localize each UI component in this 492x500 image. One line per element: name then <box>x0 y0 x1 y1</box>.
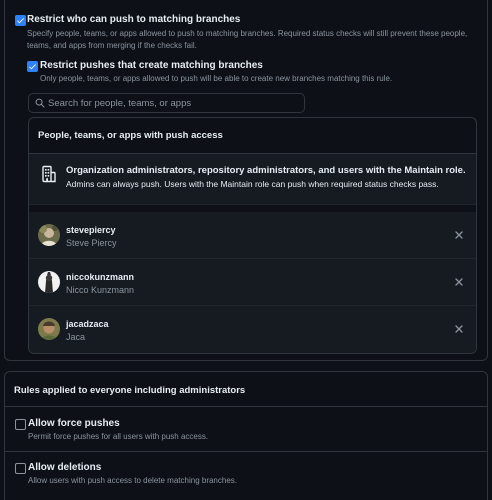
divider <box>5 451 487 452</box>
search-input[interactable] <box>48 95 298 111</box>
force-push-description: Permit force pushes for all users with push access. <box>28 432 209 441</box>
admin-rules-title: Rules applied to everyone including administrators <box>14 385 246 396</box>
check-icon <box>16 16 25 25</box>
username: stevepiercy <box>66 225 116 235</box>
push-access-header <box>29 118 476 154</box>
username: jacadzaca <box>66 319 109 329</box>
close-icon[interactable] <box>454 230 464 240</box>
user-row <box>29 212 476 259</box>
force-push-label[interactable]: Allow force pushes <box>28 418 120 429</box>
user-row <box>29 306 476 353</box>
push-access-title: People, teams, or apps with push access <box>38 130 223 141</box>
admin-rules-section <box>4 371 488 500</box>
org-admins-row <box>29 154 476 205</box>
force-push-checkbox[interactable] <box>15 419 26 430</box>
user-row <box>29 259 476 306</box>
username: niccokunzmann <box>66 272 135 282</box>
user-fullname: Jaca <box>66 332 86 342</box>
org-admins-title: Organization administrators, repository administrators, and users with the Maintain role. <box>66 165 466 176</box>
restrict-create-description: Only people, teams, or apps allowed to push will be able to create new branches matching this rule. <box>40 74 393 83</box>
deletions-label[interactable]: Allow deletions <box>28 462 102 473</box>
organization-icon <box>41 165 57 183</box>
avatar <box>38 271 60 293</box>
deletions-checkbox[interactable] <box>15 463 26 474</box>
close-icon[interactable] <box>454 277 464 287</box>
restrict-create-checkbox[interactable] <box>27 61 38 72</box>
search-icon <box>35 98 45 108</box>
restrict-push-label[interactable]: Restrict who can push to matching branches <box>27 14 241 25</box>
avatar <box>38 224 60 246</box>
deletions-description: Allow users with push access to delete matching branches. <box>28 476 237 485</box>
user-fullname: Nicco Kunzmann <box>66 285 135 295</box>
org-admins-description: Admins can always push. Users with the Maintain role can push when required status checks pass. <box>66 179 439 189</box>
user-fullname: Steve Piercy <box>66 238 117 248</box>
restrict-create-label[interactable]: Restrict pushes that create matching branches <box>40 60 263 71</box>
push-access-list <box>28 117 477 354</box>
restrict-push-checkbox[interactable] <box>15 15 26 26</box>
check-icon <box>28 62 37 71</box>
close-icon[interactable] <box>454 324 464 334</box>
search-box <box>28 93 305 113</box>
restrict-push-description: Specify people, teams, or apps allowed to push to matching branches. Required status checks will still prevent these people, teams, and apps from merging if the checks fail. <box>27 29 468 50</box>
avatar <box>38 318 60 340</box>
admin-rules-header <box>5 372 487 407</box>
